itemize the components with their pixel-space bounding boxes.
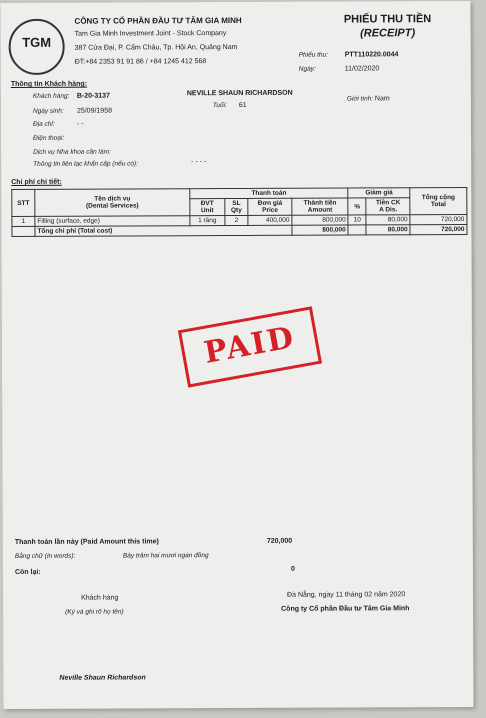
service-needed-label: Dịch vụ Nha khoa cần làm: — [33, 148, 111, 156]
row-price: 400,000 — [248, 215, 292, 225]
customer-sign-note: (Ký và ghi rõ họ tên) — [65, 608, 124, 616]
receipt-paper — [0, 1, 473, 709]
age-label: Tuổi: — [212, 102, 227, 110]
details-section-title: Chi phí chi tiết: — [11, 178, 62, 186]
receipt-date-label: Ngày: — [298, 65, 316, 73]
company-logo — [9, 19, 65, 75]
dob-value: 25/09/1958 — [76, 107, 112, 115]
header-amount: Thành tiền Amount — [292, 198, 348, 215]
row-unit: 1 răng — [190, 216, 225, 226]
services-table — [11, 187, 467, 237]
receipt-title: PHIẾU THU TIỀN — [343, 13, 432, 26]
company-signatory: Công ty Cổ phần Đầu tư Tâm Gia Minh — [281, 605, 410, 613]
header-unit: ĐVT Unit — [190, 199, 225, 216]
header-discount-amount: Tiền CK A Dis. — [366, 198, 410, 215]
address-value: - - — [76, 120, 84, 128]
emergency-contact-label: Thông tin liên lạc khẩn cấp (nếu có): — [33, 160, 138, 168]
company-phone: ĐT:+84 2353 91 91 86 / +84 1245 412 568 — [74, 58, 207, 66]
customer-signed-name: Neville Shaun Richardson — [59, 674, 146, 682]
row-amount: 800,000 — [292, 215, 348, 225]
logo-text: TGM — [22, 34, 52, 50]
in-words-label: Bằng chữ (In words): — [14, 552, 76, 560]
age-value: 61 — [238, 101, 247, 109]
customer-sign-title: Khách hàng — [81, 594, 119, 602]
place-date: Đà Nẵng, ngày 11 tháng 02 năm 2020 — [287, 591, 406, 599]
row-stt: 1 — [12, 216, 35, 226]
paid-stamp: PAID — [178, 306, 322, 387]
total-amount: 800,000 — [292, 225, 348, 235]
remaining-label: Còn lại: — [14, 568, 41, 576]
row-percent: 10 — [348, 215, 366, 225]
header-discount: Giảm giá — [348, 188, 410, 198]
emergency-contact-value: - - - - — [191, 158, 207, 166]
customer-section-title: Thông tin Khách hàng: — [10, 80, 88, 88]
header-payment: Thanh toán — [190, 188, 348, 199]
header-qty: SL Qty — [225, 198, 249, 215]
total-discount: 80,000 — [366, 225, 410, 235]
receipt-number: PTT110220.0044 — [344, 51, 399, 59]
paid-amount: 720,000 — [266, 537, 293, 545]
remaining-value: 0 — [290, 565, 295, 573]
receipt-title-en: (RECEIPT) — [360, 27, 416, 40]
row-qty: 2 — [225, 215, 249, 225]
phone-label: Điện thoại: — [33, 134, 65, 142]
in-words-value: Bảy trăm hai mươi ngàn đồng — [122, 552, 209, 560]
table-total-row — [12, 224, 467, 236]
header-total: Tổng cộng Total — [410, 187, 467, 214]
customer-id: B-20-3137 — [76, 92, 110, 100]
company-name: CÔNG TY CỔ PHẦN ĐẦU TƯ TÂM GIA MINH — [74, 15, 242, 26]
company-address: 387 Cửa Đại, P. Cẩm Châu, Tp. Hội An, Quảng Nam — [74, 43, 238, 52]
gender-value: Nam — [374, 95, 390, 103]
header-service: Tên dịch vụ (Dental Services) — [35, 189, 190, 217]
header-percent: % — [348, 198, 366, 215]
dob-label: Ngày sinh: — [32, 107, 64, 115]
header-price: Đơn giá Price — [248, 198, 292, 215]
row-discount-amount: 80,000 — [366, 215, 410, 225]
gender-label: Giới tính: — [346, 95, 374, 103]
header-stt: STT — [12, 189, 35, 216]
customer-id-label: Khách hàng: — [32, 92, 70, 100]
grand-total: 720,000 — [410, 224, 467, 234]
address-label: Địa chỉ: — [32, 120, 55, 128]
row-total: 720,000 — [410, 214, 467, 224]
paid-amount-label: Thanh toán lần này (Paid Amount this time) — [14, 538, 159, 546]
row-service: Filling (surface, edge) — [35, 216, 190, 227]
company-name-en: Tam Gia Minh Investment Joint - Stock Company — [74, 30, 227, 38]
receipt-date: 11/02/2020 — [344, 65, 380, 73]
receipt-number-label: Phiếu thu: — [298, 51, 328, 59]
total-label: Tổng chi phí (Total cost) — [35, 225, 292, 236]
customer-name: NEVILLE SHAUN RICHARDSON — [186, 89, 293, 98]
